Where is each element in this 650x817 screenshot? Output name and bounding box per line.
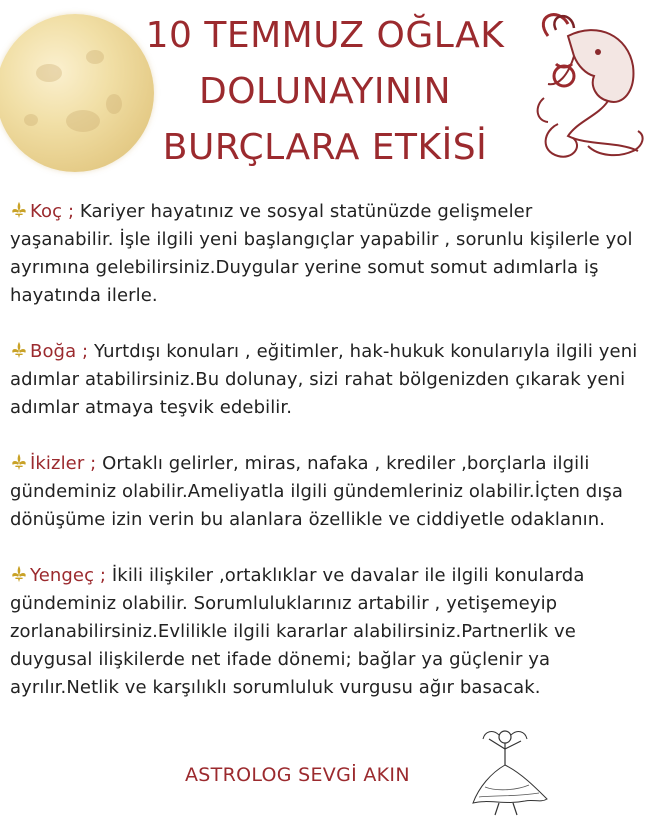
fleur-de-lis-icon (10, 453, 28, 471)
horoscope-content (10, 198, 640, 730)
section-boga (10, 338, 640, 422)
capricorn-emblem (528, 6, 650, 166)
fleur-de-lis-icon (10, 201, 28, 219)
title-line-1: 10 TEMMUZ OĞLAK (145, 15, 505, 56)
section-yengec (10, 562, 640, 702)
dancer-sketch (455, 725, 555, 817)
page-title (140, 8, 510, 176)
section-text: İkili ilişkiler ,ortaklıklar ve davalar ile ilgili konularda gündeminiz olabilir. Sorumluluklarınız artabilir , yetişemeyip zorlanabilirsiniz.Evlilikle ilgili kararlar alabilirsiniz.Partnerlik ve duygusal ilişkilerde net ifade dönemi; bağlar ya güçlenir ya ayrılır.Netlik ve karşılıklı sorumluluk vurgusu ağır basacak. (10, 565, 585, 698)
title-line-2: DOLUNAYININ (198, 71, 451, 112)
section-text: Ortaklı gelirler, miras, nafaka , krediler ,borçlarla ilgili gündeminiz olabilir.Ameliyatla ilgili gündemleriniz olabilir.İçten dışa dönüşüme izin verin bu alanlara özellikle ve ciddiyetle odaklanın. (10, 453, 624, 530)
sign-name: İkizler ; (30, 453, 97, 474)
section-ikizler (10, 450, 640, 534)
section-text: Yurtdışı konuları , eğitimler, hak-hukuk konularıyla ilgili yeni adımlar atabilirsiniz.Bu dolunay, sizi rahat bölgenizden çıkarak yeni adımlar atmaya teşvik edebilir. (10, 341, 638, 418)
sign-name: Koç ; (30, 201, 75, 222)
fleur-de-lis-icon (10, 565, 28, 583)
author-signature: ASTROLOG SEVGİ AKIN (185, 764, 410, 786)
sign-name: Yengeç ; (30, 565, 107, 586)
full-moon-illustration (0, 14, 154, 172)
sign-name: Boğa ; (30, 341, 89, 362)
section-koc (10, 198, 640, 310)
fleur-de-lis-icon (10, 341, 28, 359)
section-text: Kariyer hayatınız ve sosyal statünüzde gelişmeler yaşanabilir. İşle ilgili yeni başlangıçlar yapabilir , sorunlu kişilerle yol ayrımına gelebilirsiniz.Duygular yerine somut somut adımlarla iş hayatında ilerle. (10, 201, 633, 306)
title-line-3: BURÇLARA ETKİSİ (162, 127, 488, 168)
